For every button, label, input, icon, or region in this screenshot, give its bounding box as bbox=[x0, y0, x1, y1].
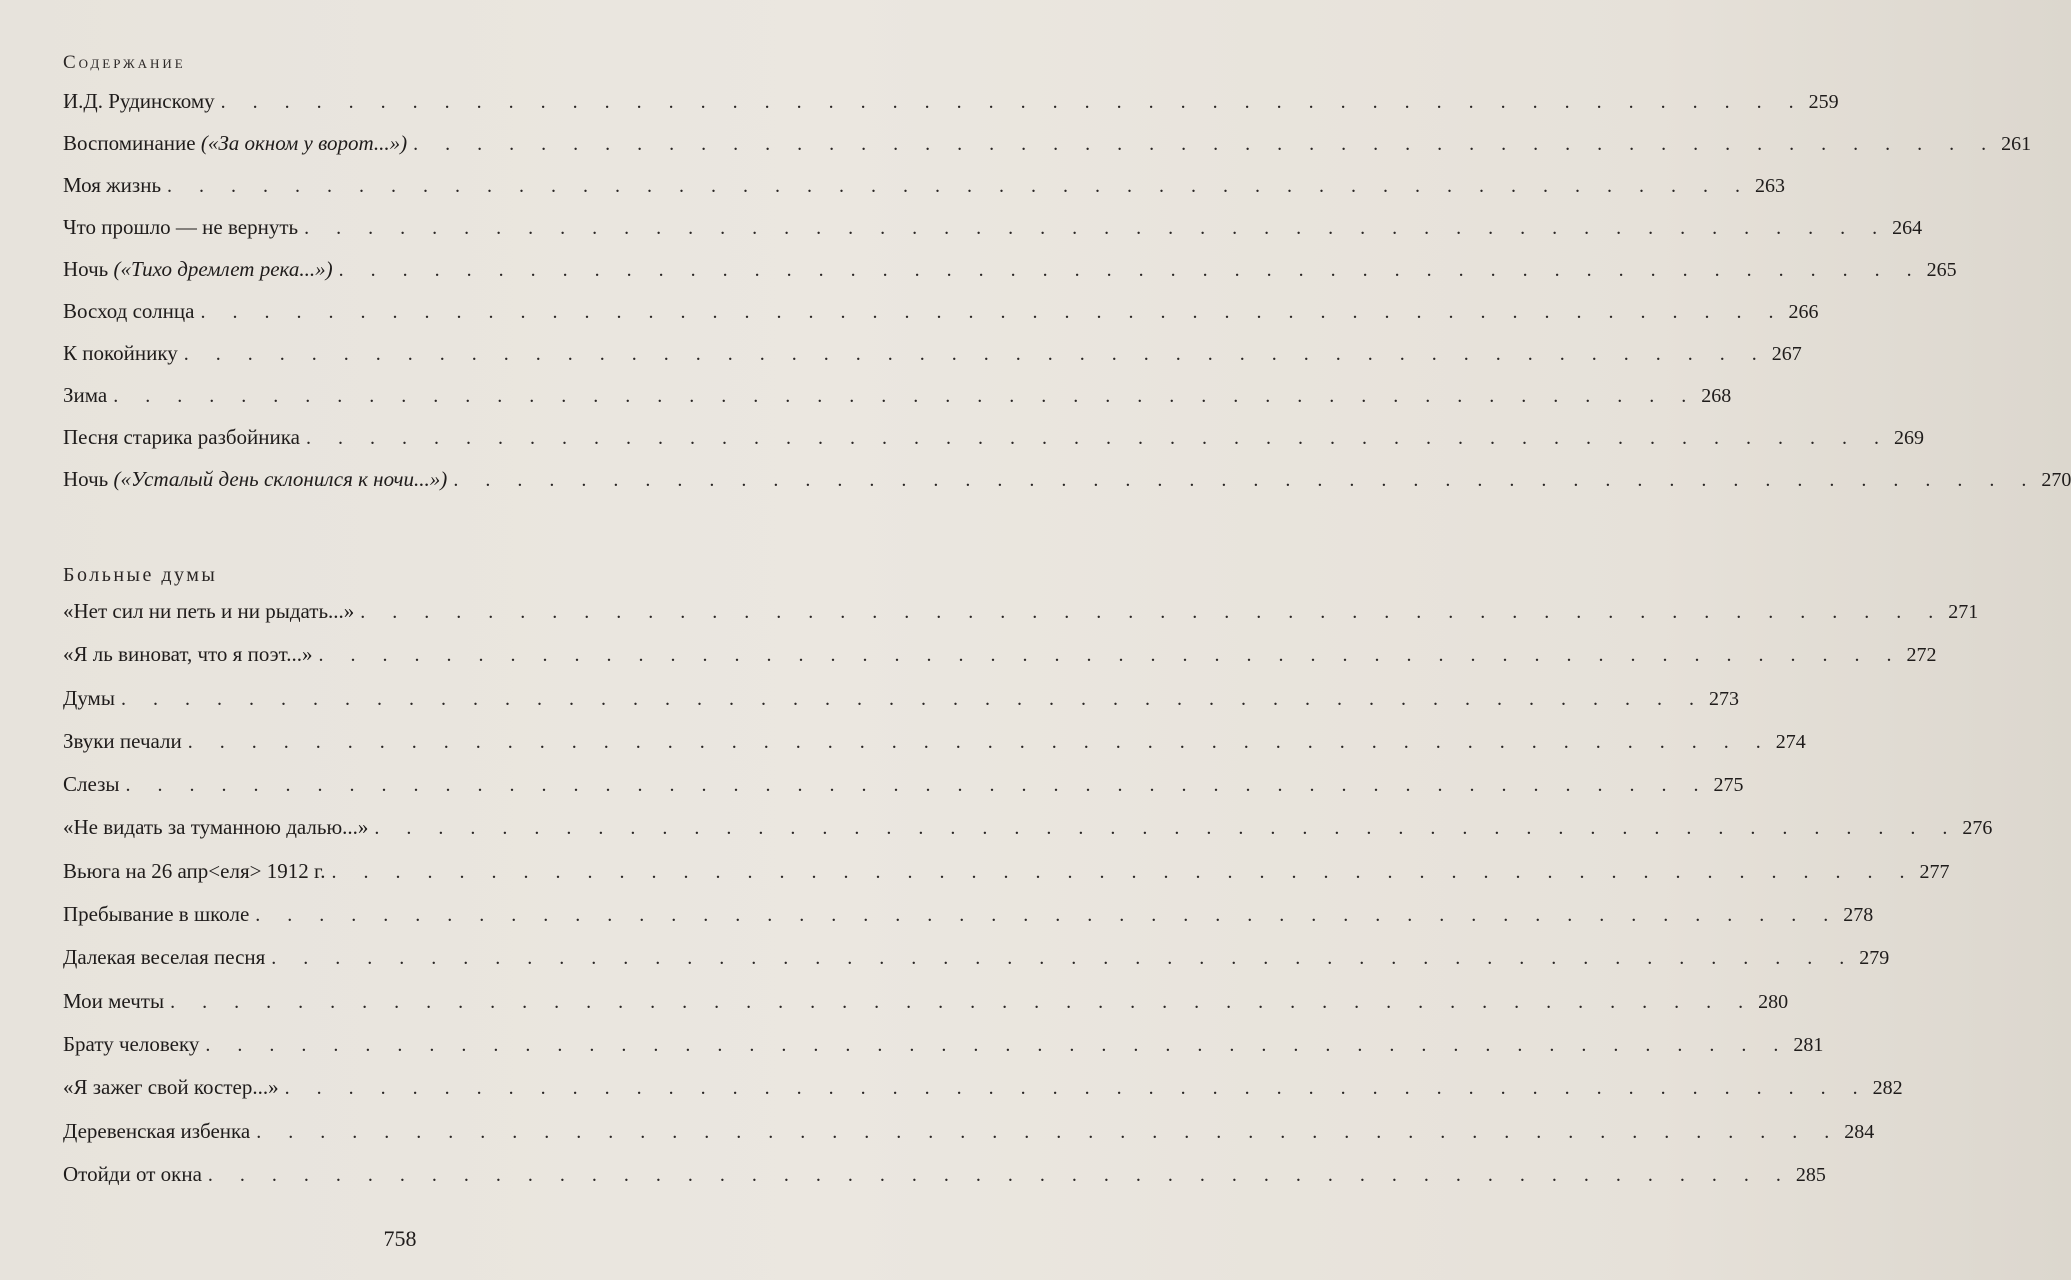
toc-entry-page: 274 bbox=[1775, 730, 1806, 753]
toc-entry bbox=[63, 86, 1839, 128]
toc-entry-title-text: И.Д. Рудинскому bbox=[63, 89, 215, 113]
dot-leader: . . . . . . . . . . . . . . . . . . . . . . . . . . . . . . . . . . . . . . . . . . . . . . . . . . bbox=[318, 644, 1903, 667]
toc-entry-page: 279 bbox=[1859, 947, 1890, 970]
toc-entry-title bbox=[63, 856, 325, 886]
dot-leader: . . . . . . . . . . . . . . . . . . . . . . . . . . . . . . . . . . . . . . . . . . . . . . . . . . bbox=[304, 217, 1889, 239]
contents-heading: Содержание bbox=[63, 52, 186, 73]
toc-entry-title bbox=[63, 899, 249, 929]
toc-list-part2 bbox=[63, 596, 1993, 1202]
toc-entry-subtitle: («За окном у ворот...») bbox=[200, 131, 408, 155]
toc-entry-title-text: Думы bbox=[63, 685, 115, 710]
toc-entry-subtitle: («Усталый день склонился к ночи...») bbox=[113, 467, 448, 491]
toc-entry-page: 284 bbox=[1844, 1120, 1875, 1143]
toc-entry-page: 276 bbox=[1962, 817, 1993, 840]
toc-entry-page: 259 bbox=[1808, 91, 1839, 113]
toc-entry bbox=[63, 338, 1802, 380]
dot-leader: . . . . . . . . . . . . . . . . . . . . . . . . . . . . . . . . . . . . . . . . . . . . . . . . . . bbox=[205, 1033, 1790, 1056]
dot-leader: . . . . . . . . . . . . . . . . . . . . . . . . . . . . . . . . . . . . . . . . . . . . . . . . . . bbox=[120, 687, 1705, 710]
toc-entry bbox=[63, 1116, 1875, 1159]
dot-leader: . . . . . . . . . . . . . . . . . . . . . . . . . . . . . . . . . . . . . . . . . . . . . . . . . . bbox=[125, 774, 1710, 797]
toc-entry-page: 282 bbox=[1872, 1077, 1903, 1100]
toc-entry-title-text: Воспоминание bbox=[63, 131, 196, 155]
section-heading: Больные думы bbox=[63, 564, 218, 586]
dot-leader: . . . . . . . . . . . . . . . . . . . . . . . . . . . . . . . . . . . . . . . . . . . . . . . . . . bbox=[360, 601, 1945, 623]
toc-entry-title-text: «Я ль виноват, что я поэт...» bbox=[63, 642, 313, 667]
toc-entry bbox=[63, 296, 1819, 338]
toc-entry bbox=[63, 942, 1890, 985]
toc-entry-title-text: К покойнику bbox=[63, 341, 178, 365]
toc-entry bbox=[63, 596, 1979, 639]
dot-leader: . . . . . . . . . . . . . . . . . . . . . . . . . . . . . . . . . . . . . . . . . . . . . . . . . . bbox=[413, 133, 1998, 155]
toc-entry-title-text: Ночь bbox=[63, 467, 109, 491]
toc-entry-page: 270 bbox=[2041, 469, 2071, 491]
dot-leader: . . . . . . . . . . . . . . . . . . . . . . . . . . . . . . . . . . . . . . . . . . . . . . . . . . bbox=[256, 1120, 1841, 1143]
toc-entry bbox=[63, 856, 1950, 899]
dot-leader: . . . . . . . . . . . . . . . . . . . . . . . . . . . . . . . . . . . . . . . . . . . . . . . . . . bbox=[338, 259, 1923, 281]
toc-list-part1 bbox=[63, 86, 2071, 506]
toc-entry-page: 266 bbox=[1788, 301, 1819, 323]
toc-entry-title-text: Пребывание в школе bbox=[63, 902, 250, 927]
toc-entry-page: 261 bbox=[2001, 133, 2032, 155]
dot-leader: . . . . . . . . . . . . . . . . . . . . . . . . . . . . . . . . . . . . . . . . . . . . . . . . . . bbox=[220, 91, 1805, 113]
toc-entry-title bbox=[63, 338, 178, 368]
toc-entry-title bbox=[63, 1116, 250, 1146]
toc-entry-title-text: «Нет сил ни петь и ни рыдать...» bbox=[63, 599, 355, 623]
toc-entry bbox=[63, 769, 1744, 812]
toc-entry-title bbox=[63, 683, 115, 713]
dot-leader: . . . . . . . . . . . . . . . . . . . . . . . . . . . . . . . . . . . . . . . . . . . . . . . . . . bbox=[255, 904, 1840, 927]
toc-entry-page: 271 bbox=[1948, 601, 1979, 623]
toc-entry-page: 272 bbox=[1906, 644, 1937, 667]
dot-leader: . . . . . . . . . . . . . . . . . . . . . . . . . . . . . . . . . . . . . . . . . . . . . . . . . . bbox=[207, 1163, 1792, 1186]
toc-entry-page: 268 bbox=[1701, 385, 1732, 407]
toc-entry-title-text: Слезы bbox=[63, 772, 120, 797]
toc-entry-title bbox=[63, 212, 298, 242]
toc-entry-title-text: Восход солнца bbox=[63, 299, 195, 323]
dot-leader: . . . . . . . . . . . . . . . . . . . . . . . . . . . . . . . . . . . . . . . . . . . . . . . . . . bbox=[170, 990, 1755, 1013]
toc-entry-title bbox=[63, 464, 447, 494]
toc-entry-page: 264 bbox=[1892, 217, 1923, 239]
toc-entry-title bbox=[63, 170, 161, 200]
toc-entry-title-text: «Я зажег свой костер...» bbox=[63, 1075, 279, 1100]
toc-entry-title-text: Что прошло — не вернуть bbox=[63, 215, 299, 239]
dot-leader: . . . . . . . . . . . . . . . . . . . . . . . . . . . . . . . . . . . . . . . . . . . . . . . . . . bbox=[187, 730, 1772, 753]
toc-entry-title bbox=[63, 128, 407, 158]
toc-entry bbox=[63, 254, 1957, 296]
toc-entry-title bbox=[63, 769, 119, 799]
toc-entry bbox=[63, 380, 1732, 422]
toc-entry-title-text: Ночь bbox=[63, 257, 109, 281]
toc-entry-title-text: Далекая веселая песня bbox=[63, 945, 266, 970]
toc-entry-title-text: Вьюга на 26 апр<еля> 1912 г. bbox=[63, 858, 326, 883]
dot-leader: . . . . . . . . . . . . . . . . . . . . . . . . . . . . . . . . . . . . . . . . . . . . . . . . . . bbox=[305, 427, 1890, 449]
toc-entry bbox=[63, 1159, 1826, 1202]
toc-entry-page: 281 bbox=[1793, 1033, 1824, 1056]
toc-entry-title bbox=[63, 422, 300, 452]
toc-entry-title bbox=[63, 596, 354, 626]
toc-entry-title-text: «Не видать за туманною далью...» bbox=[63, 815, 369, 840]
toc-entry-page: 285 bbox=[1795, 1163, 1826, 1186]
dot-leader: . . . . . . . . . . . . . . . . . . . . . . . . . . . . . . . . . . . . . . . . . . . . . . . . . . bbox=[284, 1077, 1869, 1100]
toc-entry-page: 269 bbox=[1893, 427, 1924, 449]
toc-entry-page: 280 bbox=[1758, 990, 1789, 1013]
toc-entry-title-text: Звуки печали bbox=[63, 728, 182, 753]
toc-entry-title bbox=[63, 1029, 199, 1059]
toc-entry-title-text: Деревенская избенка bbox=[63, 1118, 251, 1143]
toc-entry bbox=[63, 422, 1924, 464]
toc-entry-title-text: Песня старика разбойника bbox=[63, 425, 300, 449]
toc-entry bbox=[63, 1072, 1903, 1115]
toc-entry bbox=[63, 464, 2071, 506]
toc-entry-title bbox=[63, 296, 194, 326]
dot-leader: . . . . . . . . . . . . . . . . . . . . . . . . . . . . . . . . . . . . . . . . . . . . . . . . . . bbox=[331, 860, 1916, 883]
toc-entry bbox=[63, 812, 1993, 855]
toc-entry bbox=[63, 726, 1806, 769]
toc-entry-page: 265 bbox=[1926, 259, 1957, 281]
dot-leader: . . . . . . . . . . . . . . . . . . . . . . . . . . . . . . . . . . . . . . . . . . . . . . . . . . bbox=[183, 343, 1768, 365]
toc-entry bbox=[63, 683, 1739, 726]
toc-entry-title bbox=[63, 1072, 279, 1102]
toc-entry-page: 277 bbox=[1919, 860, 1950, 883]
toc-entry-title bbox=[63, 254, 333, 284]
toc-entry-title bbox=[63, 986, 164, 1016]
toc-entry bbox=[63, 639, 1937, 682]
dot-leader: . . . . . . . . . . . . . . . . . . . . . . . . . . . . . . . . . . . . . . . . . . . . . . . . . . bbox=[271, 947, 1856, 970]
dot-leader: . . . . . . . . . . . . . . . . . . . . . . . . . . . . . . . . . . . . . . . . . . . . . . . . . . bbox=[453, 469, 2038, 491]
toc-entry-page: 267 bbox=[1771, 343, 1802, 365]
toc-entry-page: 263 bbox=[1755, 175, 1786, 197]
toc-entry-title bbox=[63, 1159, 202, 1189]
toc-entry-title bbox=[63, 86, 215, 116]
toc-entry-page: 275 bbox=[1713, 774, 1744, 797]
toc-entry-title-text: Зима bbox=[63, 383, 108, 407]
toc-entry-title bbox=[63, 380, 107, 410]
toc-entry bbox=[63, 170, 1786, 212]
toc-entry-title bbox=[63, 812, 368, 842]
toc-entry-title-text: Брату человеку bbox=[63, 1031, 200, 1056]
dot-leader: . . . . . . . . . . . . . . . . . . . . . . . . . . . . . . . . . . . . . . . . . . . . . . . . . . bbox=[113, 385, 1698, 407]
toc-entry-title bbox=[63, 726, 182, 756]
page-number: 758 bbox=[383, 1226, 417, 1251]
toc-entry-title-text: Мои мечты bbox=[63, 988, 165, 1013]
dot-leader: . . . . . . . . . . . . . . . . . . . . . . . . . . . . . . . . . . . . . . . . . . . . . . . . . . bbox=[200, 301, 1785, 323]
toc-entry-title-text: Отойди от окна bbox=[63, 1161, 202, 1186]
toc-entry bbox=[63, 899, 1874, 942]
toc-entry-title bbox=[63, 639, 312, 669]
toc-entry bbox=[63, 128, 2032, 170]
dot-leader: . . . . . . . . . . . . . . . . . . . . . . . . . . . . . . . . . . . . . . . . . . . . . . . . . . bbox=[374, 817, 1959, 840]
toc-entry bbox=[63, 212, 1923, 254]
dot-leader: . . . . . . . . . . . . . . . . . . . . . . . . . . . . . . . . . . . . . . . . . . . . . . . . . . bbox=[167, 175, 1752, 197]
toc-entry bbox=[63, 1029, 1824, 1072]
toc-entry-page: 278 bbox=[1843, 904, 1874, 927]
toc-entry-title-text: Моя жизнь bbox=[63, 173, 162, 197]
toc-entry bbox=[63, 986, 1789, 1029]
toc-entry-subtitle: («Тихо дремлет река...») bbox=[113, 257, 333, 281]
toc-entry-title bbox=[63, 942, 265, 972]
toc-entry-page: 273 bbox=[1708, 687, 1739, 710]
